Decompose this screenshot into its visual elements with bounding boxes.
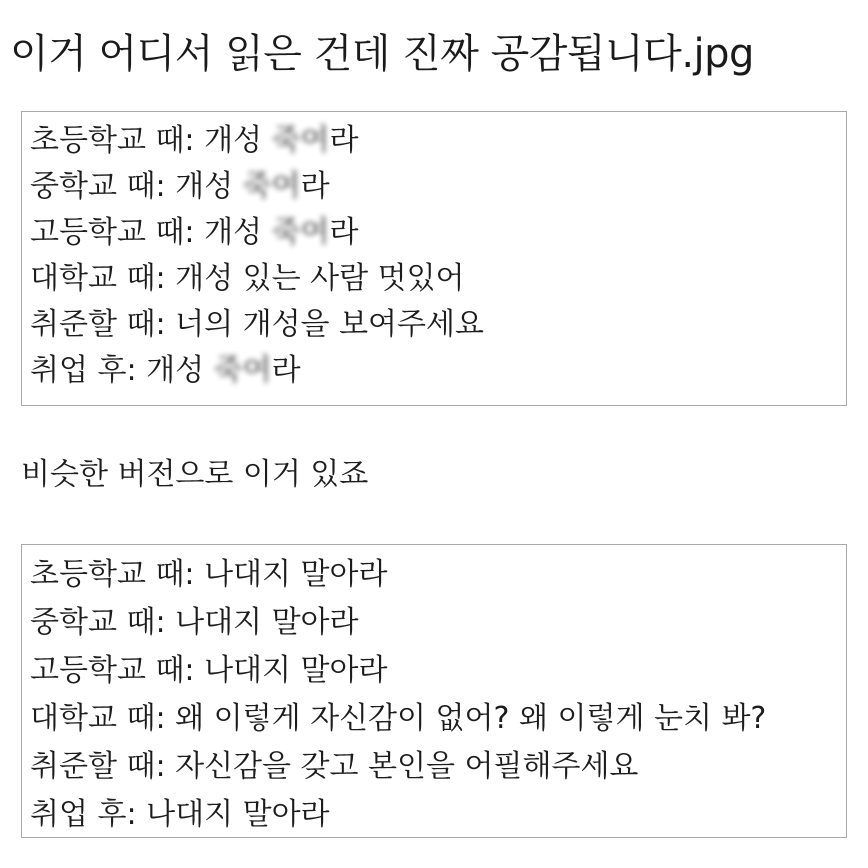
list-item: 취준할 때: 자신감을 갖고 본인을 어필해주세요 — [30, 749, 639, 784]
list-item — [30, 348, 846, 394]
line-text: 고등학교 때: 개성 — [30, 215, 272, 250]
list-item: 고등학교 때: 나대지 말아라 — [30, 653, 388, 688]
list-item: 초등학교 때: 나대지 말아라 — [30, 557, 388, 592]
blurred-word: 죽여 — [213, 353, 272, 388]
line-suffix: 라 — [271, 353, 301, 388]
line-suffix: 라 — [329, 215, 359, 250]
line-text: 대학교 때: 개성 있는 사람 멋있어 — [30, 261, 465, 296]
list-item: 대학교 때: 왜 이렇게 자신감이 없어? 왜 이렇게 눈치 봐? — [30, 701, 767, 736]
post-title: 이거 어디서 읽은 건데 진짜 공감됩니다.jpg — [10, 31, 754, 77]
list-item — [30, 210, 846, 256]
list-item — [30, 256, 846, 302]
list-item — [30, 302, 846, 348]
line-text: 초등학교 때: 개성 — [30, 123, 272, 158]
blurred-word: 죽여 — [242, 169, 301, 204]
line-text: 중학교 때: 개성 — [30, 169, 243, 204]
list-item: 중학교 때: 나대지 말아라 — [30, 605, 359, 640]
blurred-word: 죽여 — [271, 123, 330, 158]
quote-box-show-off — [21, 544, 847, 838]
blurred-word: 죽여 — [271, 215, 330, 250]
list-item: 취업 후: 나대지 말아라 — [30, 797, 330, 832]
quote-box-personality — [21, 111, 847, 406]
line-suffix: 라 — [329, 123, 359, 158]
list-item — [30, 118, 846, 164]
line-text: 취업 후: 개성 — [30, 353, 214, 388]
line-suffix: 라 — [300, 169, 330, 204]
line-text: 취준할 때: 너의 개성을 보여주세요 — [30, 307, 484, 342]
list-item — [30, 164, 846, 210]
comment-text: 비슷한 버전으로 이거 있죠 — [21, 457, 369, 492]
